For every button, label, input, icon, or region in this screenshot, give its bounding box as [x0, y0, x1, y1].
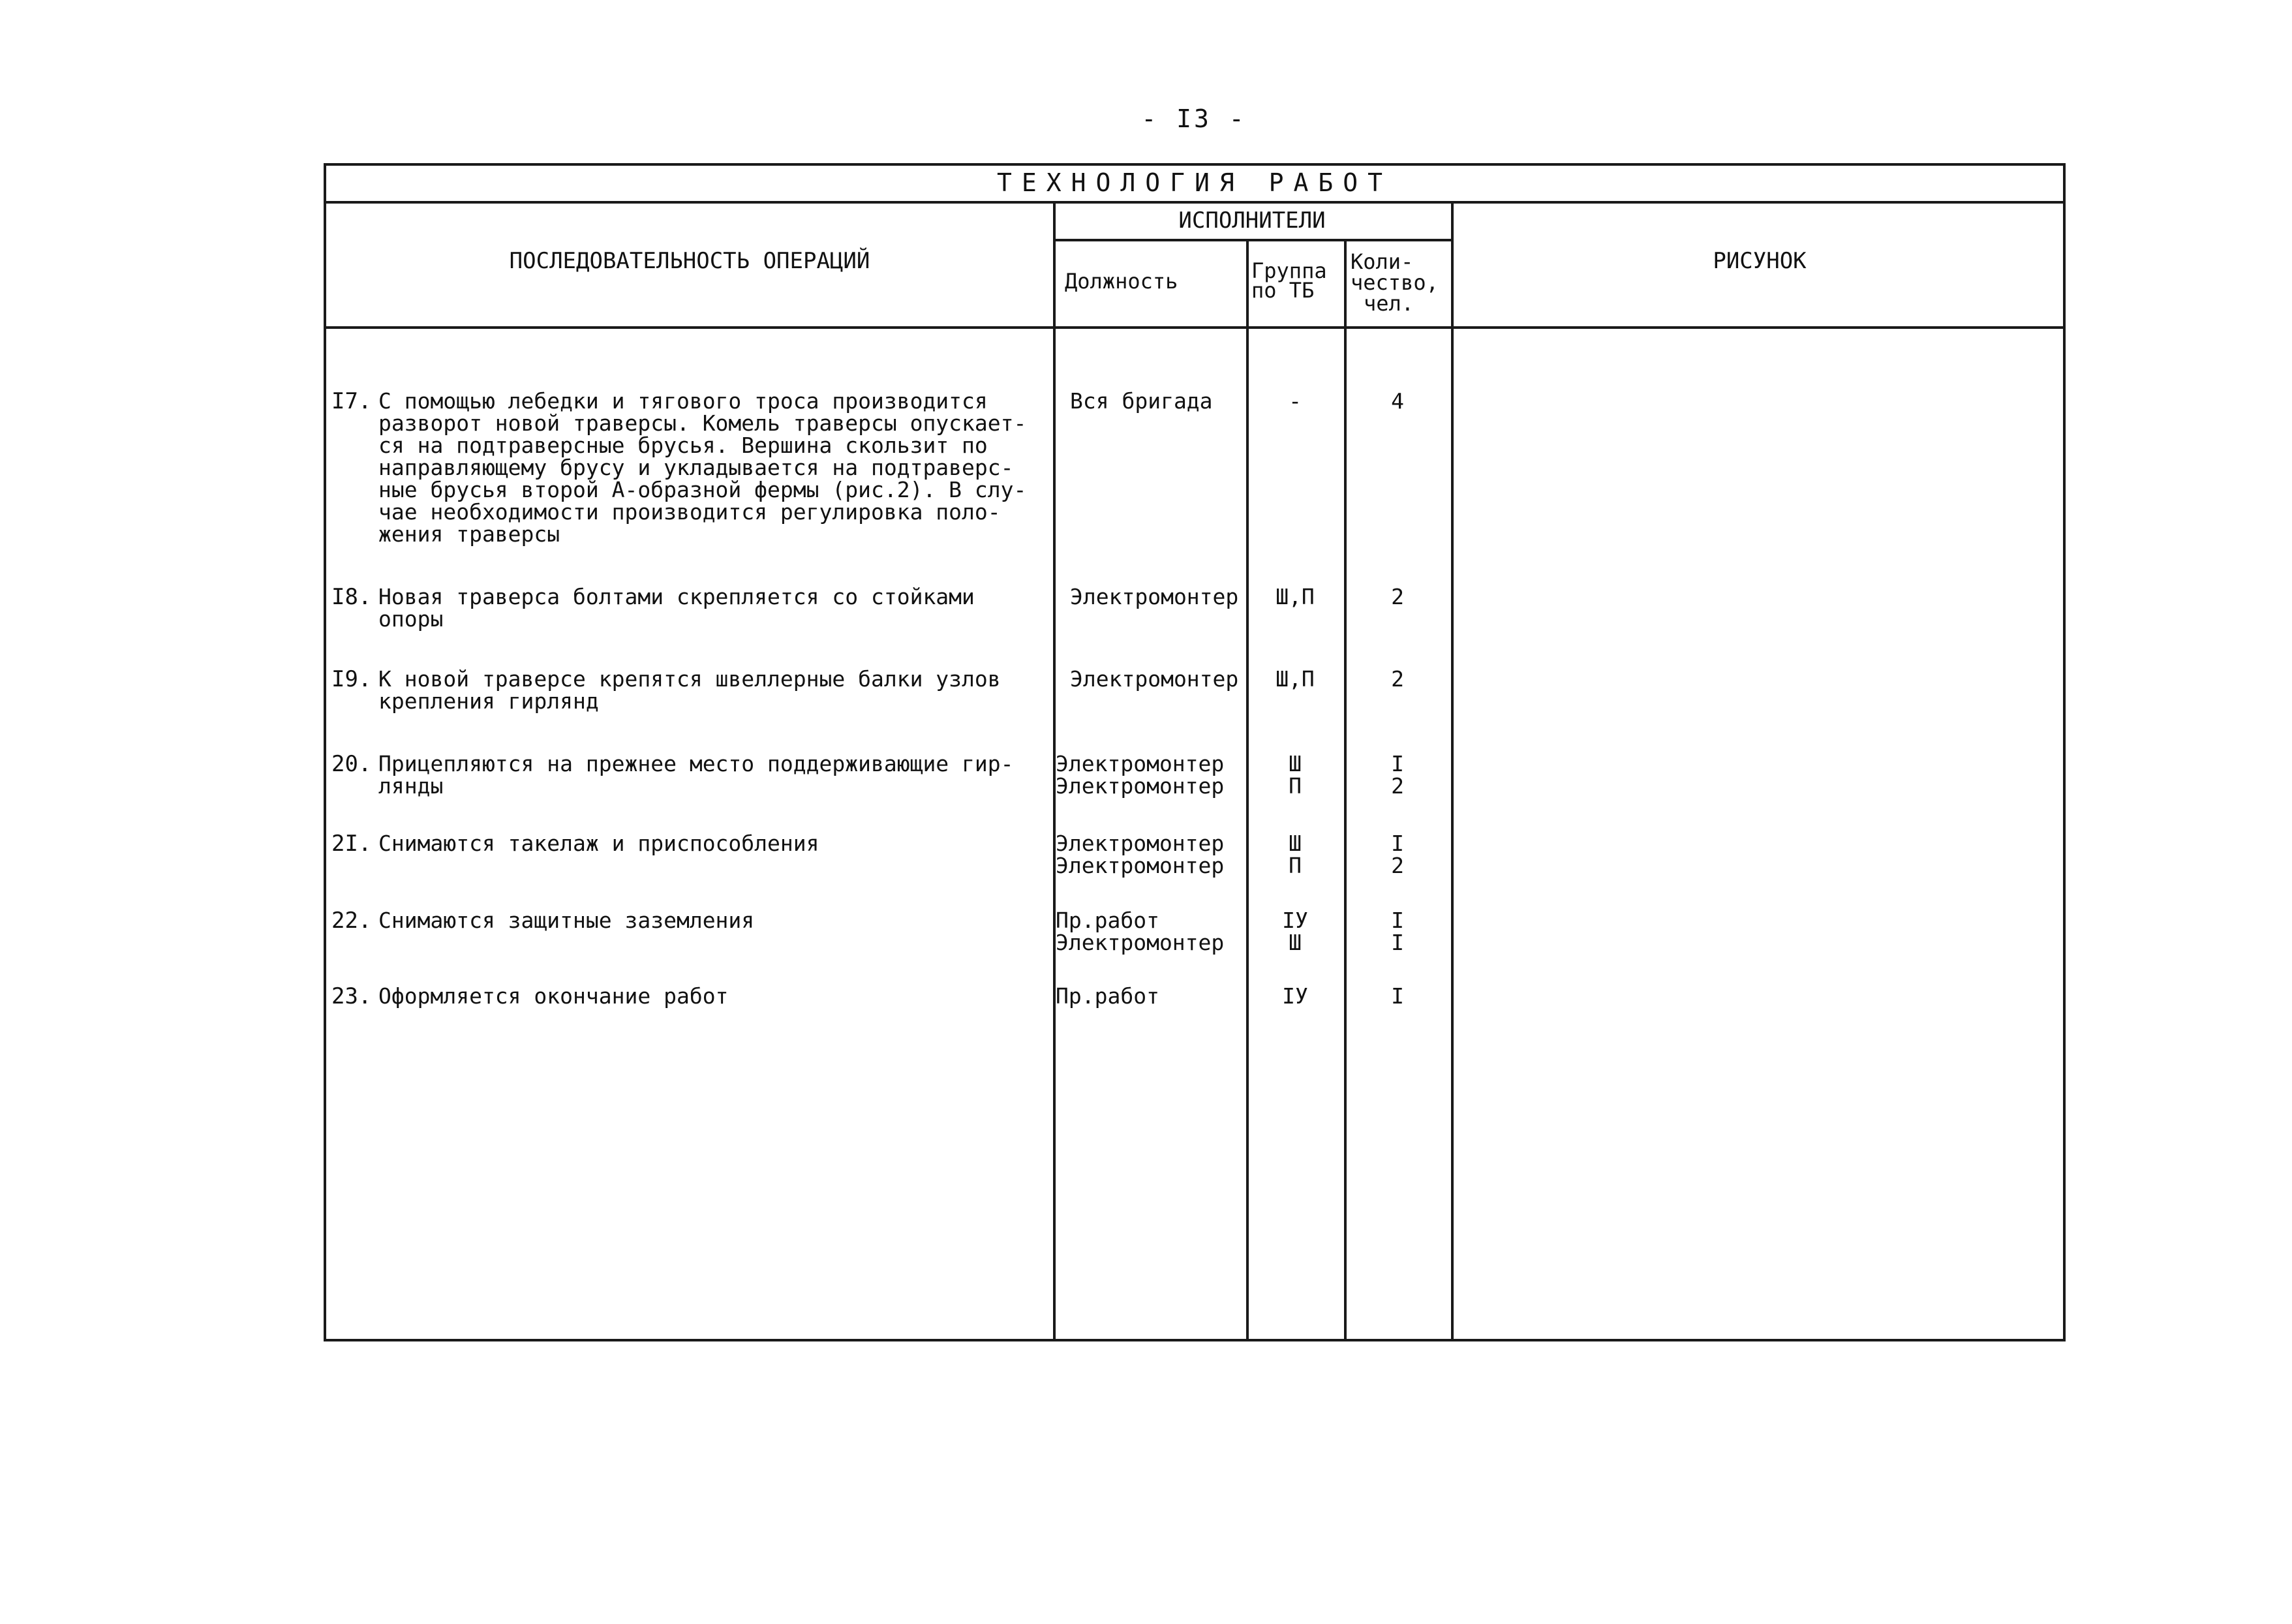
row-18-position: Электромонтер — [1070, 584, 1239, 609]
row-21-position: Электромонтер Электромонтер — [1056, 831, 1225, 878]
row-23-group: IУ — [1282, 983, 1308, 1009]
table-title: ТЕХНОЛОГИЯ РАБОТ — [996, 168, 1393, 197]
row-19-operation: К новой траверсе крепятся швеллерные балки узлов крепления гирлянд — [378, 666, 1001, 714]
row-21-number: 2I. — [331, 831, 372, 857]
row-22-count: I I — [1391, 908, 1404, 955]
row-17-group: - — [1289, 388, 1302, 414]
performers-divider — [1053, 239, 1451, 241]
row-22-operation: Снимаются защитные заземления — [378, 908, 755, 933]
row-20-group: Ш П — [1289, 751, 1302, 799]
row-18-group: Ш,П — [1276, 584, 1315, 609]
row-22-position: Пр.работ Электромонтер — [1056, 908, 1225, 955]
col-divider-4 — [1451, 201, 1454, 1341]
row-21-operation: Снимаются такелаж и приспособления — [378, 831, 819, 856]
row-19-position: Электромонтер — [1070, 666, 1239, 692]
title-divider — [326, 201, 2063, 204]
header-group-line1: Группа — [1251, 258, 1327, 283]
row-22-group: IУ Ш — [1282, 908, 1308, 955]
row-23-operation: Оформляется окончание работ — [378, 983, 729, 1009]
row-18-number: I8. — [331, 584, 372, 610]
header-count-line2: чество, — [1351, 270, 1439, 295]
row-21-count: I 2 — [1391, 831, 1404, 878]
row-17-operation: С помощью лебедки и тягового троса производится разворот новой траверсы. Комель траверсы опускает- ся на подтраверсные брусья. Вершина скользит по направляющему брусу и укладывается на подтраверс- ные брусья второй А-образной фермы (рис.2). В слу- чае необходимости производится регулировка поло- жения траверсы — [378, 388, 1027, 547]
header-performers: ИСПОЛНИТЕЛИ — [1178, 207, 1326, 234]
header-figure: РИСУНОК — [1713, 248, 1807, 274]
row-20-operation: Прицепляются на прежнее место поддерживающие гир- лянды — [378, 751, 1014, 799]
header-position: Должность — [1065, 269, 1178, 294]
row-18-count: 2 — [1391, 584, 1404, 609]
row-22-number: 22. — [331, 908, 372, 934]
row-17-count: 4 — [1391, 388, 1404, 414]
row-19-count: 2 — [1391, 666, 1404, 692]
row-18-operation: Новая траверса болтами скрепляется со стойками опоры — [378, 584, 975, 632]
page-number: - I3 - — [1141, 104, 1247, 133]
row-19-group: Ш,П — [1276, 666, 1315, 692]
header-count-line3: чел. — [1364, 291, 1414, 316]
row-20-position: Электромонтер Электромонтер — [1056, 751, 1225, 799]
row-23-number: 23. — [331, 983, 372, 1009]
row-23-count: I — [1391, 983, 1404, 1009]
row-23-position: Пр.работ — [1056, 983, 1159, 1009]
row-20-count: I 2 — [1391, 751, 1404, 799]
row-17-position: Вся бригада — [1070, 388, 1213, 414]
header-sequence: ПОСЛЕДОВАТЕЛЬНОСТЬ ОПЕРАЦИЙ — [509, 248, 870, 274]
header-count-line1: Коли- — [1351, 249, 1414, 274]
row-17-number: I7. — [331, 388, 372, 414]
header-bottom-line — [326, 326, 2063, 329]
header-group-line2: по ТБ — [1251, 278, 1315, 303]
row-20-number: 20. — [331, 751, 372, 777]
technology-table — [324, 163, 2066, 1341]
row-21-group: Ш П — [1289, 831, 1302, 878]
row-19-number: I9. — [331, 666, 372, 692]
